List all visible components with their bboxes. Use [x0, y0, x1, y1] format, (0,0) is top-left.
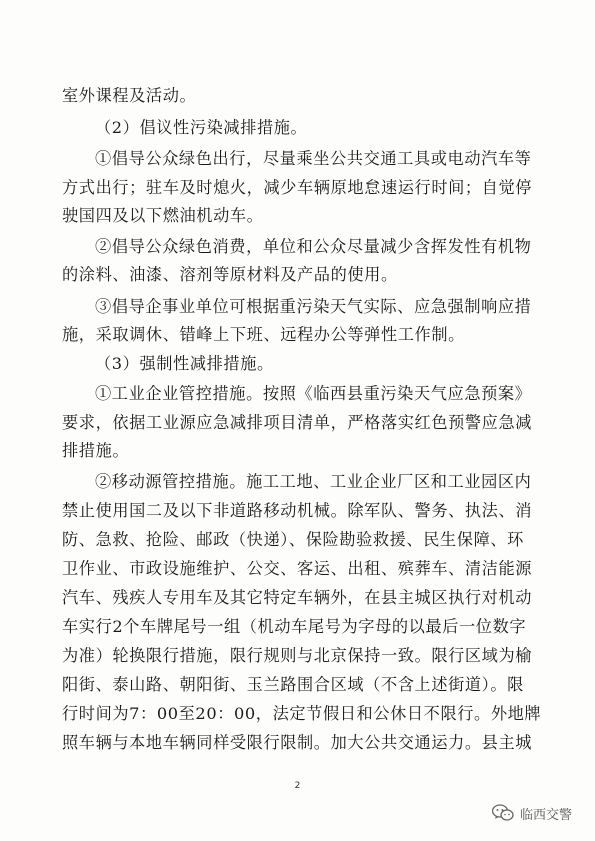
text-line: 室外课程及活动。 — [62, 86, 197, 105]
text-line: ①倡导公众绿色出行，尽量乘坐公共交通工具或电动汽车等 — [95, 149, 532, 168]
text-line: 排措施。 — [62, 441, 130, 460]
text-line: 汽车、残疾人专用车及其它特定车辆外，在县主城区执行对机动 — [62, 588, 533, 607]
wechat-icon — [492, 804, 514, 822]
text-line: 车实行2个车牌尾号一组（机动车尾号为字母的以最后一位数字 — [62, 617, 527, 636]
watermark-text: 临西交警 — [520, 807, 573, 823]
text-line: 驶国四及以下燃油机动车。 — [62, 206, 264, 225]
text-line: 禁止使用国二及以下非道路移动机械。除军队、警务、执法、消 — [62, 501, 533, 520]
text-line: 为准）轮换限行措施，限行规则与北京保持一致。限行区域为榆 — [62, 646, 533, 665]
text-line: 照车辆与本地车辆同样受限行限制。加大公共交通运力。县主城 — [62, 733, 533, 752]
text-line: 防、急救、抢险、邮政（快递）、保险勘验救援、民生保障、环 — [62, 530, 524, 549]
text-line: ②倡导公众绿色消费，单位和公众尽量减少含挥发性有机物 — [95, 237, 532, 256]
text-line: （2）倡议性污染减排措施。 — [95, 118, 308, 137]
text-line: ②移动源管控措施。施工工地、工业企业厂区和工业园区内 — [95, 472, 532, 491]
text-line: 卫作业、市政设施维护、公交、客运、出租、殡葬车、清洁能源 — [62, 559, 533, 578]
watermark — [492, 802, 572, 824]
text-line: （3）强制性减排措施。 — [95, 354, 274, 373]
text-line: 施，采取调休、错峰上下班、远程办公等弹性工作制。 — [62, 325, 465, 344]
text-line: 的涂料、油漆、溶剂等原材料及产品的使用。 — [62, 265, 398, 284]
page-number: 2 — [294, 781, 301, 791]
text-line: ③倡导企事业单位可根据重污染天气实际、应急强制响应措 — [95, 297, 532, 316]
text-line: 要求，依据工业源应急减排项目清单，严格落实红色预警应急减 — [62, 413, 533, 432]
text-line: 方式出行；驻车及时熄火，减少车辆原地怠速运行时间；自觉停 — [62, 178, 533, 197]
text-line: ①工业企业管控措施。按照《临西县重污染天气应急预案》 — [95, 384, 532, 403]
text-line: 行时间为7：00至20：00，法定节假日和公休日不限行。外地牌 — [62, 704, 542, 723]
text-line: 阳街、泰山路、朝阳街、玉兰路围合区域（不含上述街道）。限 — [62, 675, 524, 694]
